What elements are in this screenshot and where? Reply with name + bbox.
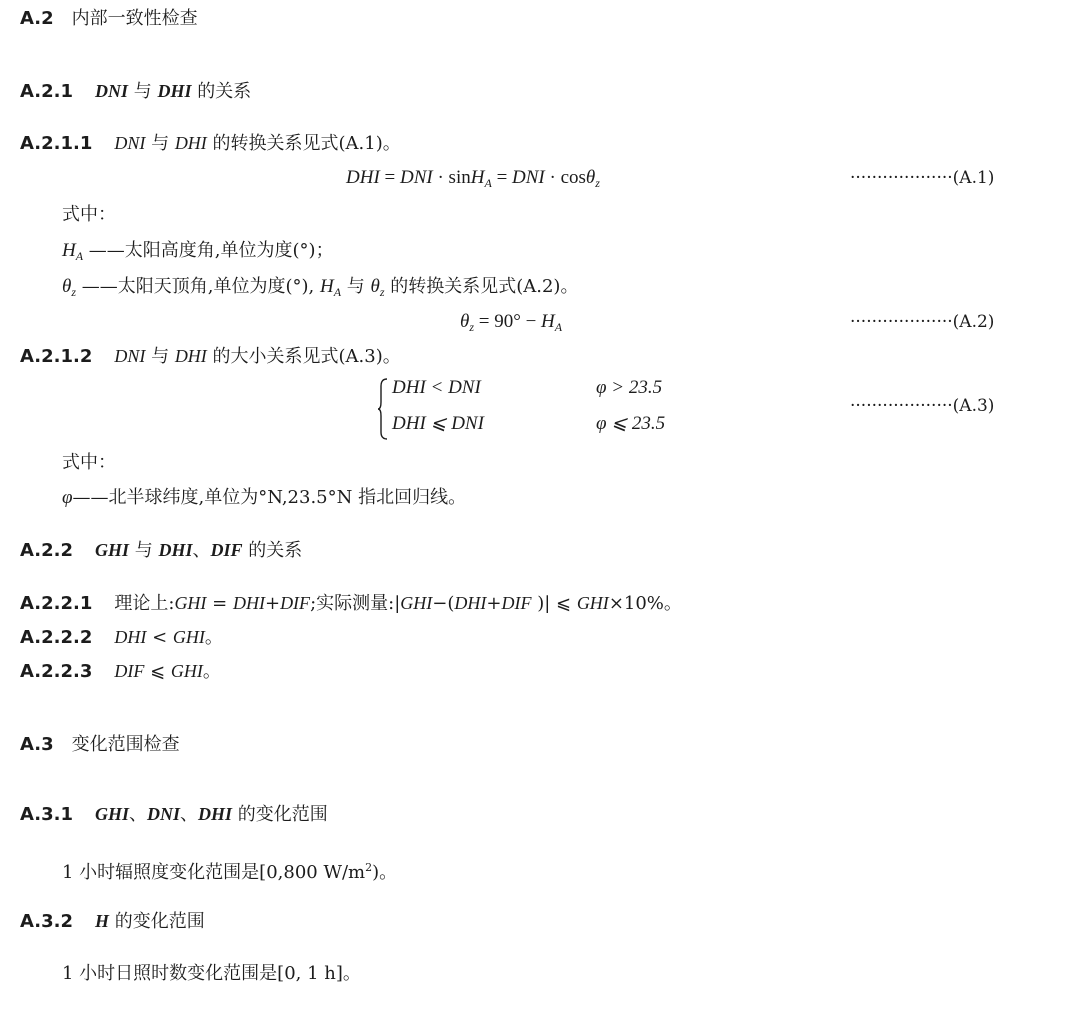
- clause-a212: [20, 344, 401, 369]
- subscript: z: [71, 285, 77, 299]
- section-number: A.2: [20, 8, 54, 29]
- where-label: 式中：: [62, 452, 116, 473]
- term-dhi: DHI: [158, 540, 193, 560]
- term-dni: DNI: [147, 804, 181, 824]
- text: 1 小时辐照度变化范围是[0,800 W/m: [62, 862, 366, 883]
- section-a32-heading: [20, 909, 205, 934]
- term: GHI: [174, 593, 207, 613]
- clause-number: A.2.2.2: [20, 627, 93, 648]
- text: 与: [129, 540, 159, 561]
- term-dni: DNI: [95, 81, 129, 101]
- clause-a222: [20, 625, 223, 650]
- eq-op: =: [379, 167, 400, 188]
- text: )。: [372, 862, 398, 883]
- definition-text: 的转换关系见式(A.2)。: [384, 276, 579, 297]
- text: 与: [128, 81, 158, 102]
- text: 、: [129, 804, 148, 825]
- symbol: H: [319, 276, 334, 297]
- eq-subscript: A: [484, 176, 492, 190]
- paragraph-a32: 1 小时日照时数变化范围是[0, 1 h]。: [62, 963, 361, 984]
- term: DIF: [114, 661, 145, 681]
- symbol: H: [62, 240, 76, 261]
- equation-a2: [460, 310, 562, 339]
- text: 理论上:: [114, 593, 175, 614]
- section-a3-heading: [20, 733, 180, 757]
- text: =: [206, 593, 233, 614]
- eq-subscript: A: [554, 320, 563, 334]
- section-number: A.3.1: [20, 804, 73, 825]
- section-title: 内部一致性检查: [71, 8, 198, 29]
- clause-number: A.2.2.1: [20, 593, 93, 614]
- definition-theta-z: [62, 275, 578, 304]
- eq-term: DHI: [346, 167, 380, 188]
- eq-op: · sin: [432, 167, 471, 188]
- text: 的关系: [242, 540, 303, 561]
- term: DHI: [232, 593, 265, 613]
- definition-phi: [62, 486, 466, 510]
- text: 。: [202, 661, 221, 682]
- text: −(: [432, 593, 455, 614]
- section-number: A.3.2: [20, 911, 73, 932]
- text: 、: [192, 540, 211, 561]
- text: 的变化范围: [109, 911, 205, 932]
- equation-a1: [346, 166, 600, 195]
- section-number: A.2.1: [20, 81, 73, 102]
- symbol: θ: [370, 276, 380, 297]
- text: +: [264, 593, 281, 614]
- definition-text: ——太阳高度角,单位为度(°)；: [83, 240, 334, 261]
- text: ×10%。: [608, 593, 682, 614]
- eq-a3-row2-right: φ ⩽ 23.5: [596, 413, 666, 434]
- subscript: A: [75, 249, 84, 263]
- section-number: A.3: [20, 734, 54, 755]
- clause-a221: [20, 591, 682, 616]
- clause-a223: [20, 659, 221, 684]
- term-h: H: [95, 911, 110, 931]
- term: GHI: [576, 593, 609, 613]
- text: 的大小关系见式(A.3)。: [206, 346, 401, 367]
- text: 的变化范围: [232, 804, 328, 825]
- term-dhi: DHI: [198, 804, 233, 824]
- section-number: A.2.2: [20, 540, 73, 561]
- term-dni: DNI: [114, 346, 146, 366]
- clause-number: A.2.2.3: [20, 661, 93, 682]
- definition-text: ——北半球纬度,单位为°N,23.5°N 指北回归线。: [72, 487, 467, 508]
- text: <: [146, 627, 173, 648]
- eq-term: H: [470, 167, 485, 188]
- clause-number: A.2.1.1: [20, 133, 93, 154]
- term: DHI: [114, 627, 147, 647]
- term: DIF: [501, 593, 532, 613]
- term: DIF: [280, 593, 311, 613]
- definition-text: 与: [341, 276, 371, 297]
- term-dhi: DHI: [174, 133, 207, 153]
- definition-text: ——太阳天顶角,单位为度(°),: [76, 276, 320, 297]
- text: 的关系: [191, 81, 252, 102]
- term: DHI: [454, 593, 487, 613]
- superscript: 2: [365, 861, 373, 874]
- text: 。: [204, 627, 223, 648]
- paragraph-a31: [62, 856, 397, 885]
- symbol: φ: [62, 487, 73, 508]
- eq-subscript: z: [595, 176, 600, 190]
- text: )| ⩽: [531, 593, 577, 614]
- eq-a3-row1-left: DHI < DNI: [392, 377, 481, 398]
- equation-tag-a2: ···················(A.2): [850, 312, 995, 332]
- section-a22-heading: [20, 538, 302, 563]
- eq-term: H: [541, 311, 555, 332]
- symbol: θ: [62, 276, 72, 297]
- term: GHI: [170, 661, 203, 681]
- term-dhi: DHI: [174, 346, 207, 366]
- eq-term: θ: [460, 311, 470, 332]
- text: 、: [180, 804, 199, 825]
- subscript: z: [379, 285, 385, 299]
- eq-term: DNI: [400, 167, 433, 188]
- subscript: A: [333, 285, 342, 299]
- term-ghi: GHI: [95, 804, 130, 824]
- text: +: [486, 593, 502, 614]
- term-dif: DIF: [210, 540, 243, 560]
- eq-subscript: z: [469, 320, 475, 334]
- term-dhi: DHI: [157, 81, 192, 101]
- text: 与: [145, 133, 175, 154]
- definition-ha: [62, 239, 334, 268]
- section-title: 变化范围检查: [71, 734, 180, 755]
- term-ghi: GHI: [95, 540, 130, 560]
- clause-number: A.2.1.2: [20, 346, 93, 367]
- section-a31-heading: [20, 802, 328, 827]
- text: 与: [145, 346, 175, 367]
- section-a2-heading: [20, 7, 198, 31]
- eq-op: =: [491, 167, 513, 188]
- where-label: 式中：: [62, 204, 116, 225]
- text: ⩽: [144, 661, 171, 682]
- left-brace: [378, 378, 388, 440]
- eq-term: DNI: [512, 167, 545, 188]
- text: ;实际测量:|: [310, 593, 401, 614]
- term: GHI: [400, 593, 433, 613]
- clause-a211: [20, 131, 401, 156]
- eq-op: · cos: [544, 167, 586, 188]
- equation-tag-a1: ···················(A.1): [850, 168, 995, 188]
- text: 的转换关系见式(A.1)。: [206, 133, 401, 154]
- term-dni: DNI: [114, 133, 146, 153]
- eq-a3-row1-right: φ > 23.5: [596, 377, 663, 398]
- eq-a3-row2-left: DHI ⩽ DNI: [392, 413, 484, 434]
- equation-tag-a3: ···················(A.3): [850, 396, 995, 416]
- eq-op: = 90° −: [474, 311, 542, 332]
- eq-term: θ: [585, 167, 596, 188]
- term: GHI: [172, 627, 205, 647]
- section-a21-heading: [20, 79, 251, 104]
